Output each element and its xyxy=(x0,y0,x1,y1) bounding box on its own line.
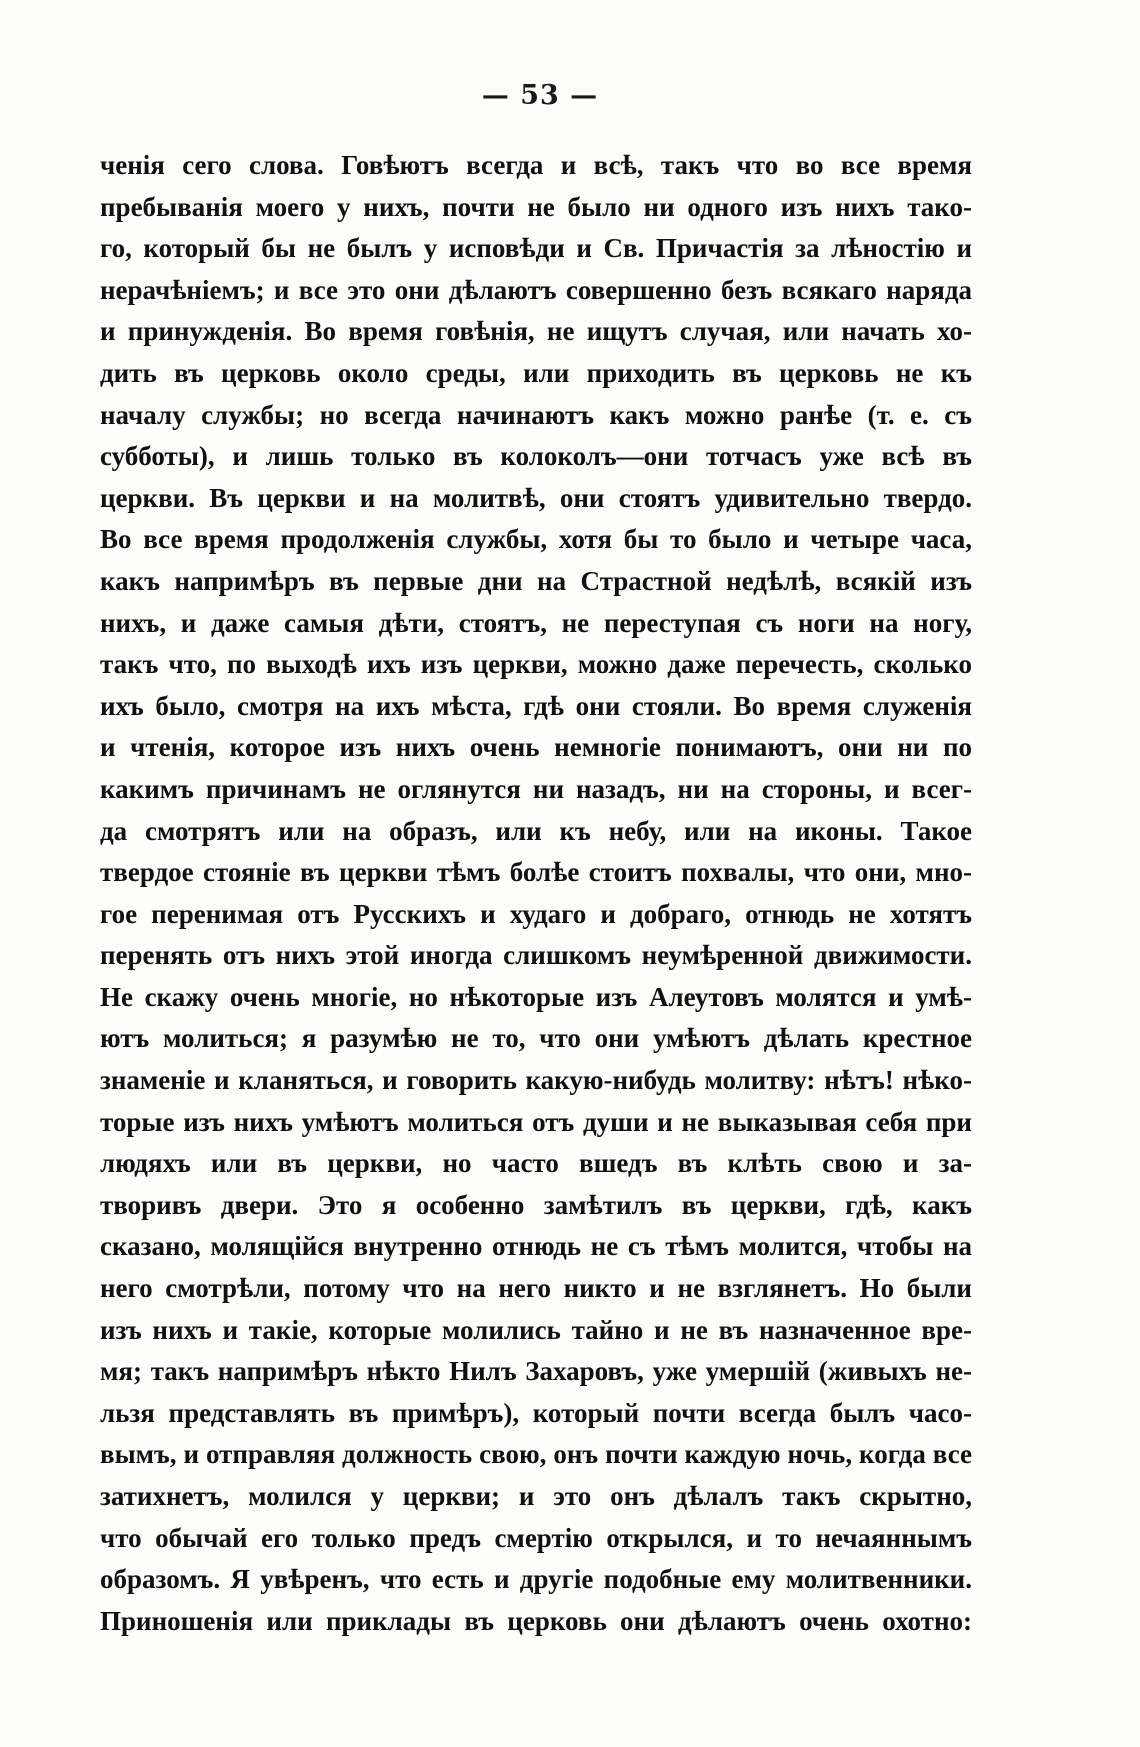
text-line: ютъ молиться; я разумѣю не то, что они умѣютъ дѣлать крестное xyxy=(100,1023,972,1054)
text-line: гое перенимая отъ Русскихъ и худаго и добраго, отнюдь не хотятъ xyxy=(100,898,972,929)
text-line: началу службы; но всегда начинаютъ какъ можно ранѣе (т. е. съ xyxy=(100,399,972,430)
text-line: ихъ было, смотря на ихъ мѣста, гдѣ они стояли. Во время служенія xyxy=(100,690,972,721)
text-line: что обычай его только предъ смертію открылся, и то нечаяннымъ xyxy=(100,1522,972,1553)
text-line: дить въ церковь около среды, или приходить въ церковь не къ xyxy=(100,357,972,388)
body-text xyxy=(100,145,972,1642)
text-line: торые изъ нихъ умѣютъ молиться отъ души и не выказывая себя при xyxy=(100,1106,972,1137)
page-number: — 53 — xyxy=(481,80,599,111)
text-line: сказано, молящійся внутренно отнюдь не съ тѣмъ молится, чтобы на xyxy=(100,1231,972,1262)
text-line: мя; такъ напримѣръ нѣкто Нилъ Захаровъ, уже умершій (живыхъ не- xyxy=(100,1356,972,1387)
text-line: ченія сего слова. Говѣютъ всегда и всѣ, такъ что во все время xyxy=(100,150,972,180)
text-line: вымъ, и отправляя должность свою, онъ почти каждую ночь, когда все xyxy=(100,1439,972,1470)
text-line: людяхъ или въ церкви, но часто вшедъ въ клѣть свою и за- xyxy=(100,1148,972,1179)
text-line: какъ напримѣръ въ первые дни на Страстной недѣлѣ, всякій изъ xyxy=(100,565,972,596)
text-line: твердое стояніе въ церкви тѣмъ болѣе стоитъ похвалы, что они, мно- xyxy=(100,857,972,888)
text-line: Во все время продолженія службы, хотя бы то было и четыре часа, xyxy=(100,524,972,555)
text-line: перенять отъ нихъ этой иногда слишкомъ неумѣренной движимости. xyxy=(100,940,972,971)
text-line: Приношенія или приклады въ церковь они дѣлаютъ очень охотно: xyxy=(100,1605,972,1636)
text-line: Не скажу очень многіе, но нѣкоторые изъ Алеутовъ молятся и умѣ- xyxy=(100,981,972,1012)
text-line: льзя представлять въ примѣръ), который почти всегда былъ часо- xyxy=(100,1397,972,1428)
text-line: какимъ причинамъ не оглянутся ни назадъ, ни на стороны, и всег- xyxy=(100,773,972,804)
text-line: изъ нихъ и такіе, которые молились тайно и не въ назначенное вре- xyxy=(100,1314,972,1345)
text-line: пребыванія моего у нихъ, почти не было ни одного изъ нихъ тако- xyxy=(100,191,972,222)
text-line: знаменіе и кланяться, и говорить какую-нибудь молитву: нѣтъ! нѣко- xyxy=(100,1065,972,1096)
text-line: затихнетъ, молился у церкви; и это онъ дѣлалъ такъ скрытно, xyxy=(100,1481,972,1511)
text-line: него смотрѣли, потому что на него никто и не взглянетъ. Но были xyxy=(100,1273,972,1304)
text-line: го, который бы не былъ у исповѣди и Св. Причастія за лѣностію и xyxy=(100,233,972,264)
text-line: нерачѣніемъ; и все это они дѣлаютъ совершенно безъ всякаго наряда xyxy=(100,274,972,305)
text-line: образомъ. Я увѣренъ, что есть и другіе подобные ему молитвенники. xyxy=(100,1564,972,1595)
text-line: нихъ, и даже самыя дѣти, стоятъ, не переступая съ ноги на ногу, xyxy=(100,607,972,638)
text-line: и чтенія, которое изъ нихъ очень немногіе понимаютъ, они ни по xyxy=(100,732,972,763)
text-line: творивъ двери. Это я особенно замѣтилъ въ церкви, гдѣ, какъ xyxy=(100,1189,972,1220)
text-line: да смотрятъ или на образъ, или къ небу, или на иконы. Такое xyxy=(100,815,972,846)
text-line: такъ что, по выходѣ ихъ изъ церкви, можно даже перечесть, сколько xyxy=(100,649,972,680)
text-line: субботы), и лишь только въ колоколъ—они тотчасъ уже всѣ въ xyxy=(100,441,972,472)
text-line: и принужденія. Во время говѣнія, не ищутъ случая, или начать хо- xyxy=(100,316,972,347)
text-line: церкви. Въ церкви и на молитвѣ, они стоятъ удивительно твердо. xyxy=(100,482,972,513)
